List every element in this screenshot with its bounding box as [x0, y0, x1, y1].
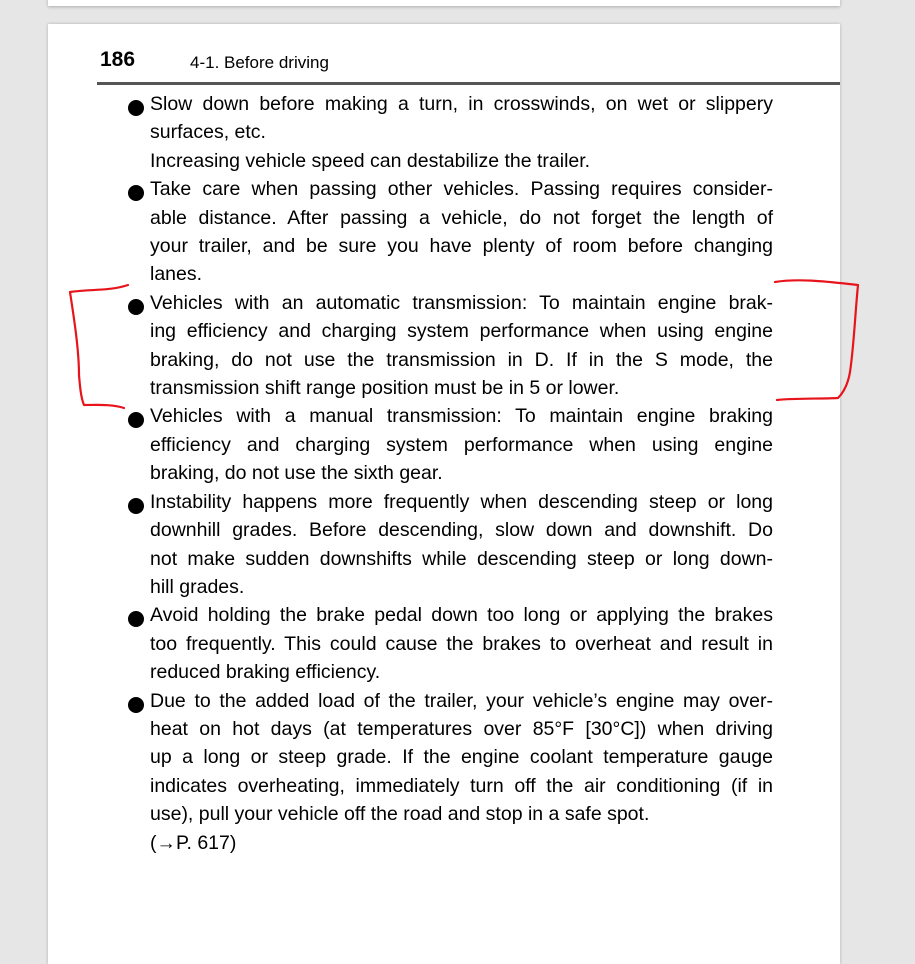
- bullet-icon: [128, 185, 144, 201]
- page-reference-link[interactable]: (→P. 617): [150, 831, 237, 854]
- bullet-icon: [128, 611, 144, 627]
- item-line: able distance. After passing a vehicle, do not forget the length of: [150, 206, 773, 229]
- bullet-icon: [128, 412, 144, 428]
- item-line: not make sudden downshifts while descending steep or long down-: [150, 547, 773, 570]
- item-line: Avoid holding the brake pedal down too long or applying the brakes: [150, 604, 773, 627]
- item-line: indicates overheating, immediately turn off the air conditioning (if in: [150, 774, 773, 797]
- list-item: [126, 175, 773, 289]
- item-line: efficiency and charging system performance when using engine: [150, 433, 773, 456]
- item-line: Vehicles with a manual transmission: To maintain engine braking: [150, 405, 773, 428]
- bullet-icon: [128, 299, 144, 315]
- bullet-icon: [128, 498, 144, 514]
- bullet-icon: [128, 100, 144, 116]
- item-line: lanes.: [150, 263, 203, 286]
- list-item-highlighted: [126, 289, 773, 403]
- item-line: too frequently. This could cause the brakes to overheat and result in: [150, 632, 773, 655]
- page-number: 186: [100, 48, 136, 71]
- manual-page: [48, 24, 840, 964]
- item-line: transmission shift range position must be in 5 or lower.: [150, 377, 620, 400]
- list-item: [126, 488, 773, 602]
- section-title: 4-1. Before driving: [190, 53, 329, 72]
- item-line: Vehicles with an automatic transmission: To maintain engine brak-: [150, 291, 773, 314]
- list-item: [126, 687, 773, 857]
- header-divider: [97, 82, 840, 85]
- item-line: surfaces, etc.: [150, 121, 266, 144]
- item-line: Due to the added load of the trailer, your vehicle’s engine may over-: [150, 689, 773, 712]
- list-item: [126, 90, 773, 175]
- item-line: Instability happens more frequently when descending steep or long: [150, 490, 773, 513]
- caution-list: [126, 90, 773, 857]
- item-line: Increasing vehicle speed can destabilize the trailer.: [150, 149, 591, 172]
- item-line: braking, do not use the sixth gear.: [150, 462, 443, 485]
- item-line: downhill grades. Before descending, slow down and downshift. Do: [150, 519, 773, 542]
- item-line: hill grades.: [150, 575, 245, 598]
- list-item: [126, 601, 773, 686]
- item-line: use), pull your vehicle off the road and stop in a safe spot.: [150, 803, 650, 826]
- list-item: [126, 402, 773, 487]
- previous-page-edge: [48, 0, 840, 6]
- item-line: ing efficiency and charging system performance when using engine: [150, 320, 773, 343]
- item-line: braking, do not use the transmission in D. If in the S mode, the: [150, 348, 773, 371]
- item-line: up a long or steep grade. If the engine coolant temperature gauge: [150, 746, 773, 769]
- item-line: heat on hot days (at temperatures over 85°F [30°C]) when driving: [150, 717, 773, 740]
- item-line: reduced braking efficiency.: [150, 661, 381, 684]
- item-line: your trailer, and be sure you have plenty of room before changing: [150, 235, 773, 258]
- bullet-icon: [128, 697, 144, 713]
- item-line: Take care when passing other vehicles. Passing requires consider-: [150, 178, 773, 201]
- item-line: Slow down before making a turn, in crosswinds, on wet or slippery: [150, 93, 773, 115]
